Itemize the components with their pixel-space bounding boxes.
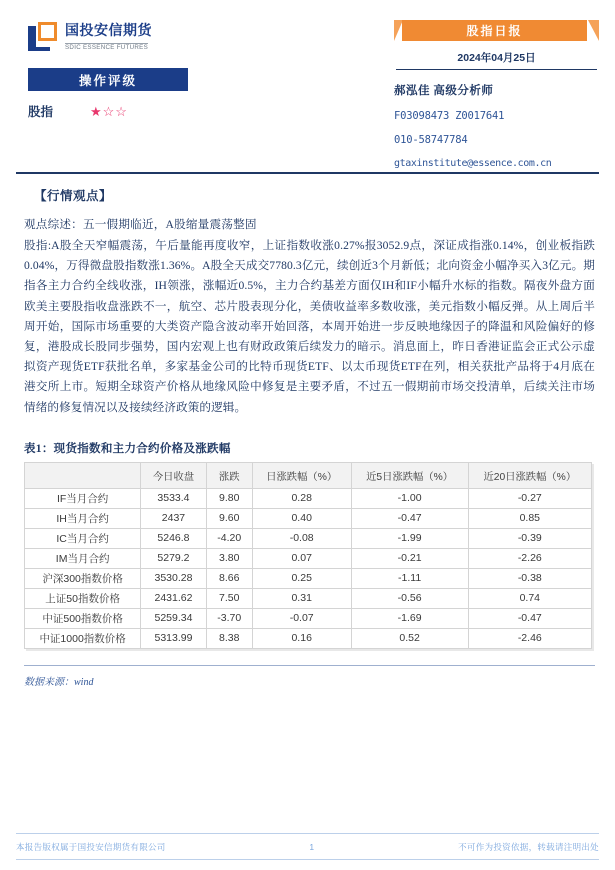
row-label: IF当月合约	[25, 488, 141, 508]
table-header-cell-5: 近20日涨跌幅（%）	[468, 462, 591, 488]
cell-change: 7.50	[206, 588, 252, 608]
row-label: IM当月合约	[25, 548, 141, 568]
cell-change-pct-5d: -0.21	[351, 548, 468, 568]
cell-change-pct-1d: -0.07	[252, 608, 351, 628]
cell-close: 5246.8	[141, 528, 206, 548]
table-row	[25, 528, 592, 548]
document-title: 股指日报	[402, 20, 587, 41]
table-header-cell-1: 今日收盘	[141, 462, 206, 488]
cell-close: 5313.99	[141, 628, 206, 648]
cell-change-pct-1d: -0.08	[252, 528, 351, 548]
cell-change: 3.80	[206, 548, 252, 568]
cell-change-pct-5d: -1.69	[351, 608, 468, 628]
cell-change: 8.38	[206, 628, 252, 648]
cell-change-pct-1d: 0.25	[252, 568, 351, 588]
analyst-email: gtaxinstitute@essence.com.cn	[394, 158, 552, 169]
table-header-cell-4: 近5日涨跌幅（%）	[351, 462, 468, 488]
cell-close: 2431.62	[141, 588, 206, 608]
cell-close: 5259.34	[141, 608, 206, 628]
company-logo-icon	[28, 22, 58, 52]
source-divider	[24, 665, 595, 666]
rating-stars	[90, 105, 128, 118]
row-label: 中证500指数价格	[25, 608, 141, 628]
row-label: 中证1000指数价格	[25, 628, 141, 648]
market-commentary-paragraph: 股指:A股全天窄幅震荡，午后量能再度收窄，上证指数收涨0.27%报3052.9点，深证成指涨0.14%，创业板指跌0.04%，万得微盘股指数涨1.36%。A股全天成交7780.3亿元，续创近3个月新低；北向资金小幅净买入3亿元。期指各主力合约全线收涨，IH领涨，涨幅近0.5%，主力合约基差方面仅IH和IF小幅升水标的指数。隔夜外盘方面欧美主要股指收盘涨跌不一，航空、芯片股表现分化，美债收益率多数收涨，美元指数小幅反弹。从上周后半周开始，国际市场重要的大类资产隐含波动率开始回落，本周开始进一步反映地缘因子的降温和风险偏好的修复，港股成长股同步强势，国内宏观上也有财政政策后续发力的暗示。消息面上，昨日香港证监会正式公示虚拟资产现货ETF获批名单，多家基金公司的比特币现货ETF、以太币现货ETF在列，相关获批产品将于4月底在港交所上市。短期全球资产价格从地缘风险中修复是主要矛盾，不过五一假期前市场交投清单，后续关注市场情绪的修复情况以及接续经济政策的逻辑。	[24, 239, 595, 414]
row-label: IC当月合约	[25, 528, 141, 548]
analyst-name: 郝泓佳 高级分析师	[394, 85, 494, 97]
cell-change-pct-20d: -0.39	[468, 528, 591, 548]
table-row	[25, 548, 592, 568]
footer-disclaimer: 不可作为投资依据，转载请注明出处	[458, 842, 599, 852]
index-price-table	[24, 462, 592, 649]
header-left-block	[28, 22, 358, 120]
table-header-cell-0	[25, 462, 141, 488]
cell-change-pct-5d: -1.99	[351, 528, 468, 548]
cell-change: -3.70	[206, 608, 252, 628]
cell-change-pct-5d: -0.56	[351, 588, 468, 608]
table-row	[25, 608, 592, 628]
cell-change-pct-1d: 0.28	[252, 488, 351, 508]
cell-change-pct-20d: 0.74	[468, 588, 591, 608]
report-header	[0, 0, 615, 175]
cell-change-pct-20d: 0.85	[468, 508, 591, 528]
cell-close: 2437	[141, 508, 206, 528]
table-caption: 表1：现货指数和主力合约价格及涨跌幅	[24, 442, 231, 455]
cell-change: 8.66	[206, 568, 252, 588]
cell-close: 5279.2	[141, 548, 206, 568]
data-source-note: 数据来源：wind	[24, 676, 94, 688]
cell-change: -4.20	[206, 528, 252, 548]
company-logo	[28, 22, 358, 56]
document-date: 2024年04月25日	[396, 50, 597, 70]
company-name-en: SDIC ESSENCE FUTURES	[65, 44, 149, 51]
table-header-row	[25, 462, 592, 488]
star-filled-icon: ★	[90, 103, 103, 119]
table-row	[25, 568, 592, 588]
header-divider	[16, 172, 599, 174]
table-body	[25, 488, 592, 648]
cell-change: 9.60	[206, 508, 252, 528]
report-body	[24, 186, 595, 688]
footer-page-number: 1	[309, 842, 315, 852]
cell-change-pct-1d: 0.07	[252, 548, 351, 568]
row-label: 上证50指数价格	[25, 588, 141, 608]
operation-rating-banner: 操作评级	[28, 68, 188, 91]
cell-change-pct-20d: -2.46	[468, 628, 591, 648]
footer-row	[16, 841, 599, 853]
cell-change-pct-1d: 0.31	[252, 588, 351, 608]
row-label: IH当月合约	[25, 508, 141, 528]
report-footer	[16, 833, 599, 860]
cell-change: 9.80	[206, 488, 252, 508]
header-right-block	[394, 20, 599, 181]
row-label: 沪深300指数价格	[25, 568, 141, 588]
table-header-cell-2: 涨跌	[206, 462, 252, 488]
table-row	[25, 588, 592, 608]
cell-change-pct-20d: -0.27	[468, 488, 591, 508]
table-row	[25, 508, 592, 528]
company-name-cn: 国投安信期货	[65, 22, 152, 38]
footer-divider-top	[16, 833, 599, 834]
star-empty-icon: ☆☆	[102, 103, 128, 119]
table-row	[25, 628, 592, 648]
cell-change-pct-5d: 0.52	[351, 628, 468, 648]
section-title-market-view: 【行情观点】	[34, 189, 113, 203]
cell-change-pct-1d: 0.40	[252, 508, 351, 528]
analyst-certificate-numbers: F03098473 Z0017641	[394, 110, 505, 122]
analyst-phone: 010-58747784	[394, 134, 468, 146]
document-title-banner	[394, 20, 599, 41]
rating-item-label: 股指	[28, 105, 54, 119]
banner-right-tip	[588, 20, 599, 41]
rating-row	[28, 102, 188, 120]
cell-change-pct-5d: -1.11	[351, 568, 468, 588]
cell-change-pct-20d: -0.47	[468, 608, 591, 628]
cell-close: 3533.4	[141, 488, 206, 508]
table-row	[25, 488, 592, 508]
footer-copyright: 本报告版权属于国投安信期货有限公司	[16, 842, 166, 852]
cell-change-pct-20d: -2.26	[468, 548, 591, 568]
footer-divider-bottom	[16, 859, 599, 860]
table-header-cell-3: 日涨跌幅（%）	[252, 462, 351, 488]
cell-change-pct-5d: -0.47	[351, 508, 468, 528]
viewpoint-summary: 观点综述：五一假期临近，A股缩量震荡整固	[24, 218, 257, 231]
table-section	[24, 440, 595, 688]
cell-change-pct-1d: 0.16	[252, 628, 351, 648]
cell-close: 3530.28	[141, 568, 206, 588]
cell-change-pct-20d: -0.38	[468, 568, 591, 588]
cell-change-pct-5d: -1.00	[351, 488, 468, 508]
